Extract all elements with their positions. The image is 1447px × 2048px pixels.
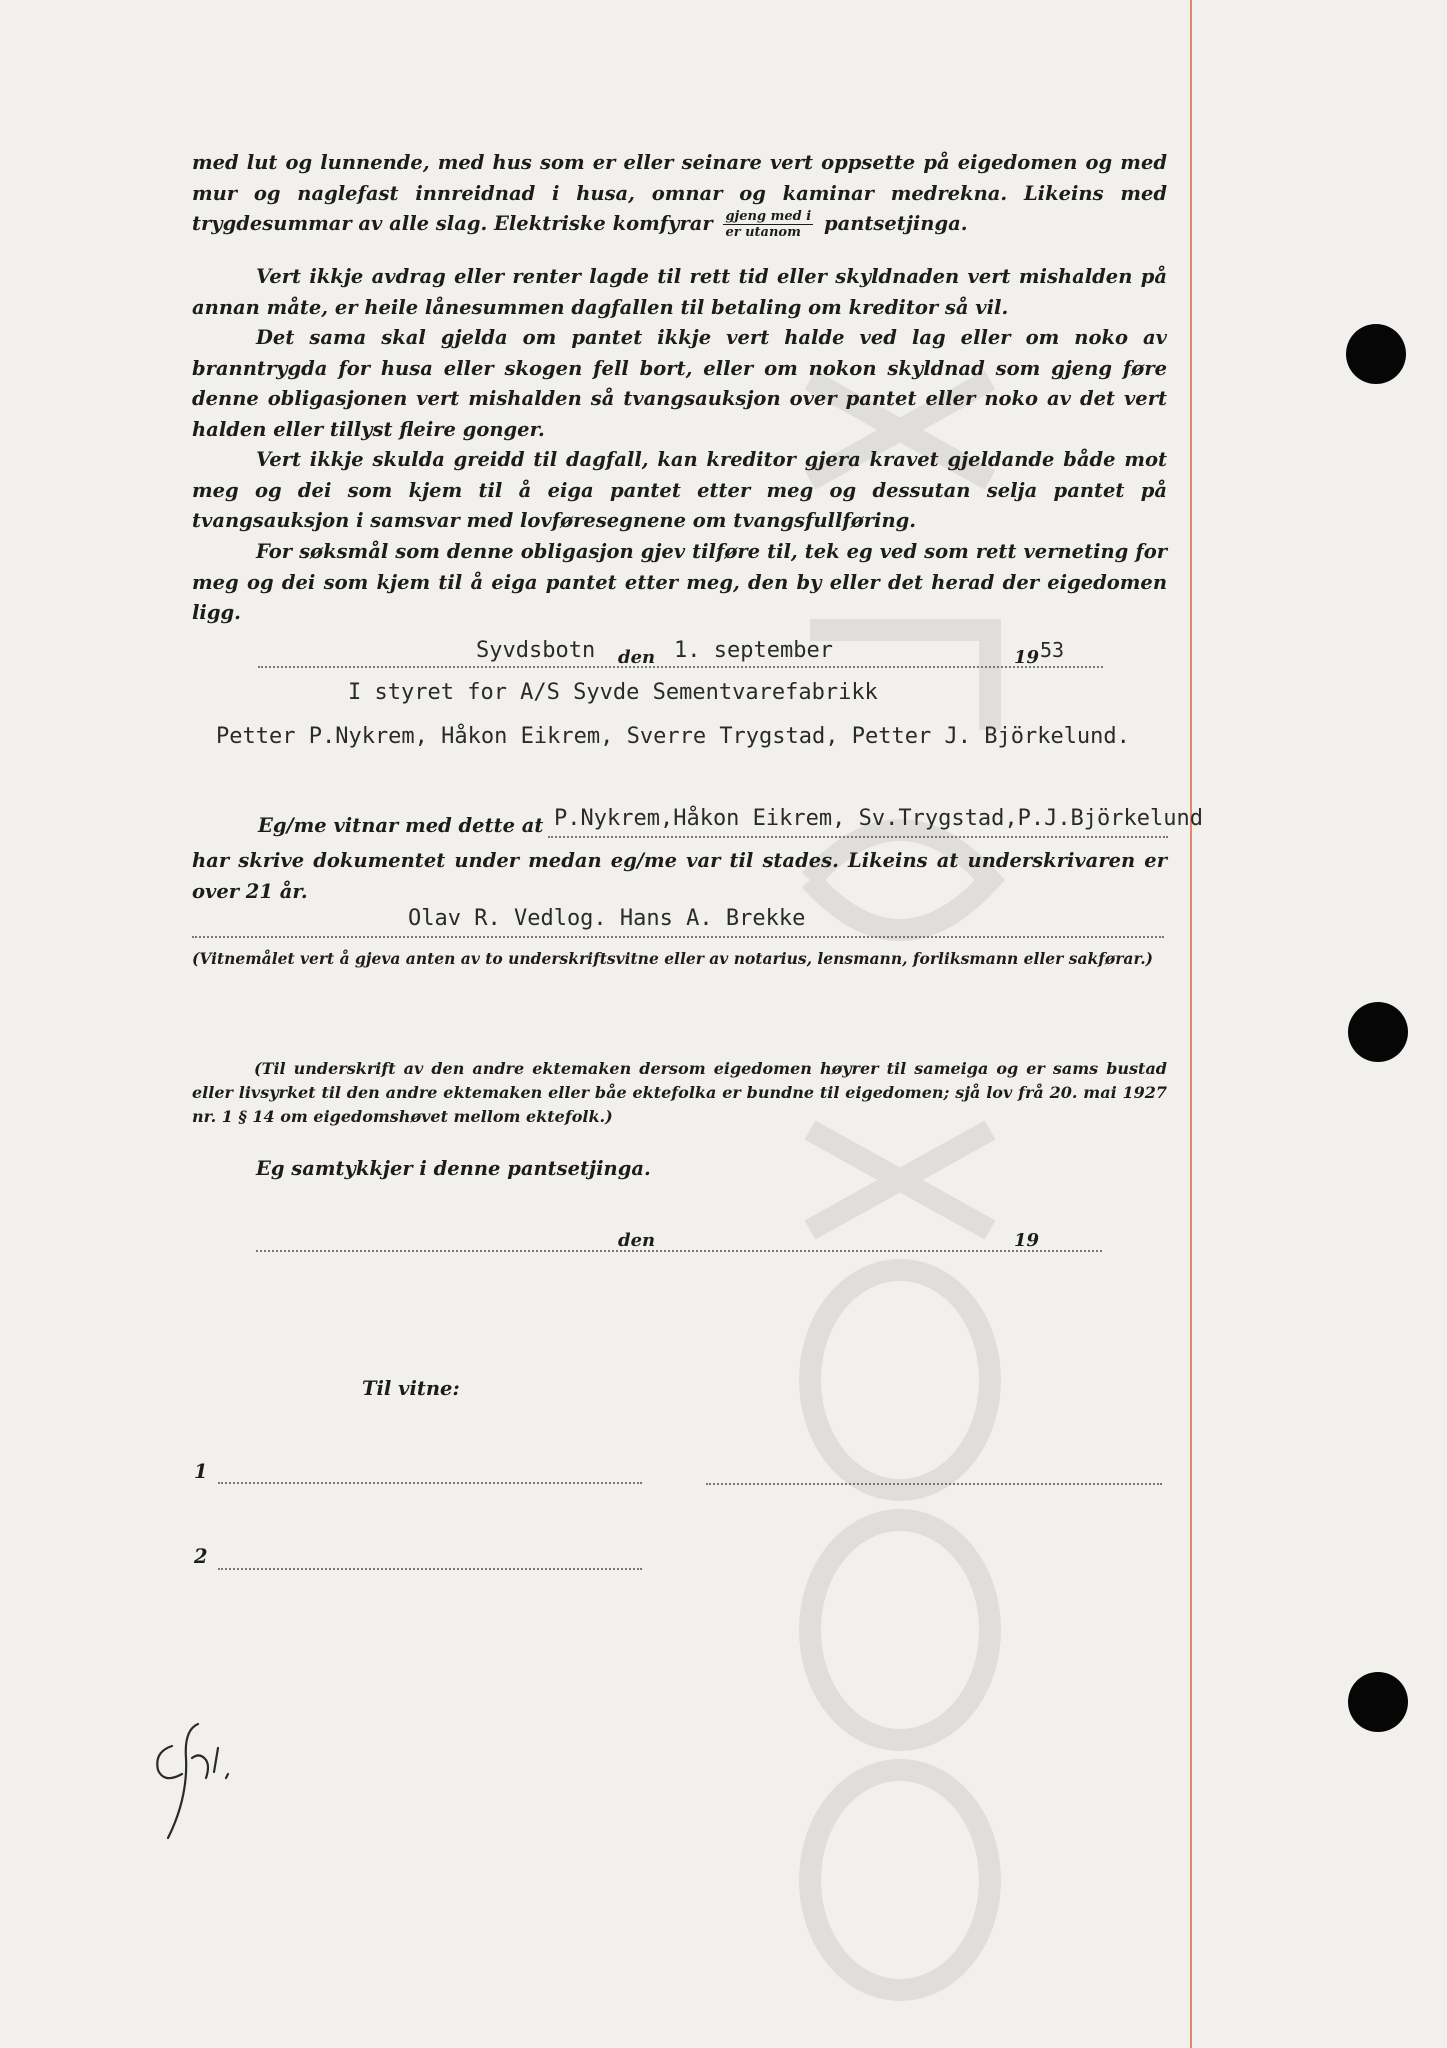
pledge-scope-text: med lut og lunnende, med hus som er eller seinare vert oppsette på eigedomen og med mur og naglefast innreidnad i husa, omnar og kaminar medrekna. Likeins med trygdesummar av alle slag. Elektriske komfyrar <box>192 151 1167 235</box>
margin-rule <box>1190 0 1192 2048</box>
witnesses-line <box>192 936 1164 938</box>
place-value: Syvdsbotn <box>476 638 596 663</box>
date-value: 1. september <box>674 638 833 663</box>
witness-names-line <box>548 836 1168 838</box>
witness-names: Olav R. Vedlog. Hans A. Brekke <box>408 906 806 931</box>
spouse-year-prefix: 19 <box>1014 1230 1040 1251</box>
paragraph-default: Vert ikkje avdrag eller renter lagde til rett tid eller skyldnaden vert mishalden på annan måte, er heile lånesummen dagfallen til betaling om kreditor så vil. <box>192 265 1167 319</box>
witness-1-number: 1 <box>194 1460 208 1483</box>
initials-signature <box>148 1718 268 1858</box>
binder-hole-bottom <box>1348 1672 1408 1732</box>
witness-1-address-line <box>706 1483 1162 1485</box>
year-value: 53 <box>1040 638 1065 662</box>
den-label: den <box>618 647 656 668</box>
year-prefix: 19 <box>1014 647 1040 668</box>
board-line: I styret for A/S Syvde Sementvarefabrikk <box>348 680 878 705</box>
paragraph-insurance: Det sama skal gjelda om pantet ikkje vert halde ved lag eller om noko av branntrygda for husa eller skogen fell bort, eller om nokon skyldnad som gjeng føre denne obligasjonen vert mishalden så tvangsauksjon over pantet eller noko av det vert halden eller tillyst fleire gonger. <box>192 326 1167 441</box>
stove-option-excluded: er utanom <box>725 225 801 240</box>
witness-note: (Vitnemålet vert å gjeva anten av to underskriftsvitne eller av notarius, lensmann, forliksmann eller sakførar.) <box>192 949 1153 968</box>
witness-1-signature-line <box>218 1482 642 1484</box>
til-vitne-label: Til vitne: <box>362 1377 460 1400</box>
consent-text: Eg samtykkjer i denne pantsetjinga. <box>256 1157 651 1180</box>
signatories: Petter P.Nykrem, Håkon Eikrem, Sverre Trygstad, Petter J. Björkelund. <box>216 724 1130 749</box>
spouse-date-line <box>256 1250 1102 1252</box>
binder-hole-middle <box>1348 1002 1408 1062</box>
witness-signer-names: P.Nykrem,Håkon Eikrem, Sv.Trygstad,P.J.Björkelund <box>554 806 1204 831</box>
pledge-scope-end: pantsetjinga. <box>823 212 968 235</box>
stove-choice-fraction <box>723 209 813 240</box>
witness-2-signature-line <box>218 1568 642 1570</box>
spouse-note: (Til underskrift av den andre ektemaken dersom eigedomen høyrer til sameiga og er sams bustad eller livsyrket til den andre ektemaken eller båe ektefolka er bundne til eigedomen; sjå lov frå 20. mai 1927 nr. 1 § 14 om eigedomshøvet mellom ektefolk.) <box>192 1059 1167 1126</box>
witness-statement: har skrive dokumentet under medan eg/me var til stades. Likeins at underskrivaren er over 21 år. <box>192 849 1167 903</box>
binder-hole-top <box>1346 324 1406 384</box>
witness-2-number: 2 <box>194 1545 208 1568</box>
stove-option-included: gjeng med i <box>725 209 812 224</box>
paragraph-pledge-scope <box>192 148 1167 240</box>
spouse-den-label: den <box>618 1230 656 1251</box>
paragraph-enforcement: Vert ikkje skulda greidd til dagfall, kan kreditor gjera kravet gjeldande både mot meg og dei som kjem til å eiga pantet etter meg og dessutan selja pantet på tvangsauksjon i samsvar med lovføresegnene om tvangsfullføring. <box>192 448 1167 532</box>
witness-prefix: Eg/me vitnar med dette at <box>258 814 544 837</box>
paragraph-venue: For søksmål som denne obligasjon gjev tilføre til, tek eg ved som rett verneting for meg og dei som kjem til å eiga pantet etter meg, den by eller det herad der eigedomen ligg. <box>192 540 1167 624</box>
place-date-line <box>258 666 1103 668</box>
